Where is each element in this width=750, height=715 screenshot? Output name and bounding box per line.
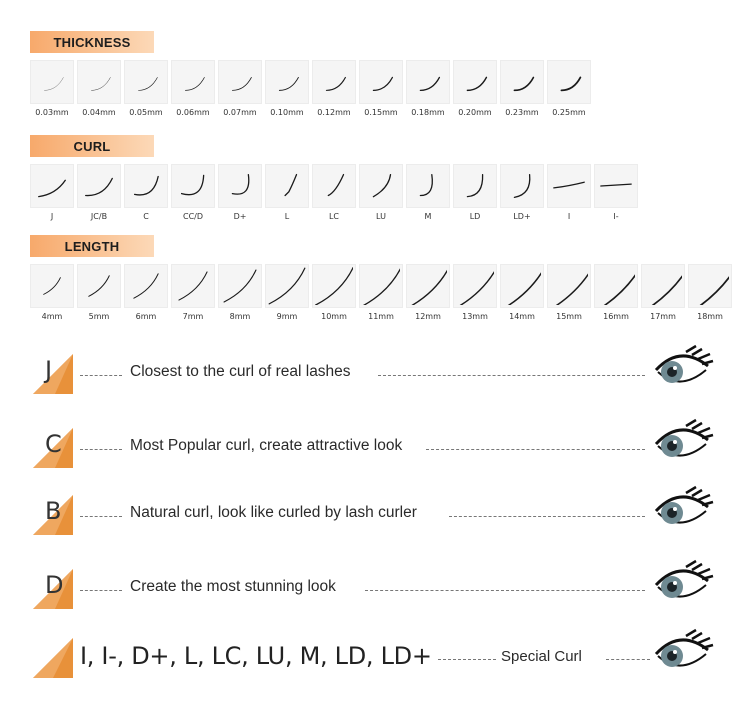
thickness-tile (500, 60, 544, 117)
length-tile (547, 264, 591, 321)
dashed-line (80, 590, 122, 591)
lash-curve-icon (503, 267, 541, 305)
curl-tile-label: M (424, 212, 432, 221)
thickness-tile-image (171, 60, 215, 104)
curl-type-letter: J (45, 356, 53, 384)
thickness-tile-label: 0.03mm (35, 108, 69, 117)
curl-tile-image (359, 164, 403, 208)
special-curl-letters: I, I-, D+, L, LC, LU, M, LD, LD+ (80, 642, 432, 670)
lash-curve-icon (550, 167, 588, 205)
curl-header: CURL (30, 135, 154, 157)
lash-curve-icon (315, 63, 353, 101)
length-tile-label: 4mm (41, 312, 63, 321)
curl-type-letter: B (45, 497, 62, 525)
curl-tile (453, 164, 497, 221)
length-tile (359, 264, 403, 321)
lash-curve-icon (33, 63, 71, 101)
length-tile-image (594, 264, 638, 308)
curl-tile-image (218, 164, 262, 208)
lash-curve-icon (221, 167, 259, 205)
dashed-line (80, 449, 122, 450)
lash-curve-icon (503, 63, 541, 101)
curl-tile (124, 164, 168, 221)
special-curl-row (33, 634, 723, 684)
curl-tile-label: L (284, 212, 290, 221)
thickness-header: THICKNESS (30, 31, 154, 53)
length-tile-image (77, 264, 121, 308)
lash-curve-icon (409, 267, 447, 305)
lash-curve-icon (33, 267, 71, 305)
thickness-tile (218, 60, 262, 117)
lash-curve-icon (409, 63, 447, 101)
curl-type-description: Most Popular curl, create attractive look (130, 437, 403, 454)
length-tile (30, 264, 74, 321)
lash-curve-icon (597, 267, 635, 305)
curl-tile-label: I- (613, 212, 619, 221)
curl-tile-image (500, 164, 544, 208)
curl-tile-row (30, 164, 641, 221)
dashed-line (365, 590, 645, 591)
curl-type-row (33, 350, 723, 400)
thickness-tile-label: 0.20mm (458, 108, 492, 117)
thickness-tile-image (265, 60, 309, 104)
lash-curve-icon (127, 167, 165, 205)
thickness-tile-image (453, 60, 497, 104)
length-tile (77, 264, 121, 321)
length-tile-image (500, 264, 544, 308)
lash-curve-icon (174, 63, 212, 101)
curl-tile-image (312, 164, 356, 208)
lash-curve-icon (174, 267, 212, 305)
curl-tile-image (265, 164, 309, 208)
curl-type-letter: C (45, 430, 62, 458)
lash-curve-icon (268, 63, 306, 101)
curl-type-letter: D (45, 571, 64, 599)
curl-tile-image (30, 164, 74, 208)
thickness-tile-image (312, 60, 356, 104)
lash-curve-icon (268, 167, 306, 205)
eye-icon (650, 485, 714, 533)
curl-tile-label: LD+ (513, 212, 531, 221)
dashed-line (426, 449, 645, 450)
curl-tile (594, 164, 638, 221)
length-tile (265, 264, 309, 321)
length-tile-label: 14mm (509, 312, 535, 321)
thickness-tile-label: 0.07mm (223, 108, 257, 117)
curl-type-row (33, 491, 723, 541)
special-curl-label: Special Curl (501, 648, 582, 665)
eye-icon (650, 418, 714, 466)
eye-icon (650, 628, 714, 676)
curl-tile-image (406, 164, 450, 208)
thickness-tile-image (30, 60, 74, 104)
thickness-tile-label: 0.10mm (270, 108, 304, 117)
curl-tile-image (547, 164, 591, 208)
curl-tile-label: JC/B (90, 212, 108, 221)
length-tile-label: 7mm (182, 312, 204, 321)
curl-tile-image (453, 164, 497, 208)
curl-tile-label: J (50, 212, 54, 221)
lash-curve-icon (503, 167, 541, 205)
length-tile-label: 15mm (556, 312, 582, 321)
thickness-tile-label: 0.06mm (176, 108, 210, 117)
length-tile-image (453, 264, 497, 308)
thickness-tile (124, 60, 168, 117)
thickness-tile-image (406, 60, 450, 104)
thickness-tile (77, 60, 121, 117)
curl-tile (218, 164, 262, 221)
lash-curve-icon (409, 167, 447, 205)
lash-curve-icon (456, 63, 494, 101)
thickness-tile-label: 0.23mm (505, 108, 539, 117)
lash-curve-icon (644, 267, 682, 305)
curl-tile-image (594, 164, 638, 208)
dashed-line (80, 516, 122, 517)
length-tile (594, 264, 638, 321)
curl-tile-image (171, 164, 215, 208)
length-tile-label: 16mm (603, 312, 629, 321)
lash-curve-icon (456, 167, 494, 205)
length-tile-label: 12mm (415, 312, 441, 321)
curl-tile-label: LU (376, 212, 386, 221)
length-tile-image (218, 264, 262, 308)
curl-tile (547, 164, 591, 221)
curl-tile (265, 164, 309, 221)
thickness-tile (547, 60, 591, 117)
thickness-tile-image (500, 60, 544, 104)
thickness-tile (312, 60, 356, 117)
thickness-tile-image (218, 60, 262, 104)
length-tile-image (265, 264, 309, 308)
dashed-line (449, 516, 645, 517)
thickness-tile-label: 0.12mm (317, 108, 351, 117)
length-tile-image (124, 264, 168, 308)
lash-curve-icon (550, 63, 588, 101)
length-tile-label: 8mm (229, 312, 251, 321)
dashed-line (378, 375, 645, 376)
lash-curve-icon (315, 267, 353, 305)
eye-icon (650, 559, 714, 607)
thickness-tile (30, 60, 74, 117)
curl-tile (171, 164, 215, 221)
thickness-tile-image (124, 60, 168, 104)
curl-tile (30, 164, 74, 221)
eye-icon (650, 344, 714, 392)
length-tile-image (312, 264, 356, 308)
curl-tile (500, 164, 544, 221)
thickness-tile-image (77, 60, 121, 104)
thickness-tile (406, 60, 450, 117)
lash-curve-icon (268, 267, 306, 305)
length-tile-image (171, 264, 215, 308)
length-tile-image (359, 264, 403, 308)
thickness-tile-label: 0.15mm (364, 108, 398, 117)
length-tile-label: 10mm (321, 312, 347, 321)
thickness-tile-image (547, 60, 591, 104)
lash-curve-icon (456, 267, 494, 305)
lash-curve-icon (691, 267, 729, 305)
length-tile-label: 17mm (650, 312, 676, 321)
dashed-line (80, 375, 122, 376)
length-tile-label: 13mm (462, 312, 488, 321)
lash-curve-icon (362, 167, 400, 205)
lash-curve-icon (550, 267, 588, 305)
curl-type-description: Create the most stunning look (130, 578, 336, 595)
length-tile (218, 264, 262, 321)
thickness-tile (359, 60, 403, 117)
thickness-tile-label: 0.18mm (411, 108, 445, 117)
curl-tile-image (77, 164, 121, 208)
length-tile-image (641, 264, 685, 308)
thickness-tile (453, 60, 497, 117)
length-tile-label: 18mm (697, 312, 723, 321)
orange-triangle-icon (33, 354, 73, 394)
length-tile (171, 264, 215, 321)
curl-tile-label: I (567, 212, 571, 221)
curl-tile (359, 164, 403, 221)
dashed-line (606, 659, 650, 660)
thickness-row (30, 60, 594, 117)
length-tile-image (30, 264, 74, 308)
lash-curve-icon (80, 167, 118, 205)
curl-tile-image (124, 164, 168, 208)
length-tile-image (688, 264, 732, 308)
curl-type-description: Closest to the curl of real lashes (130, 363, 351, 380)
lash-curve-icon (80, 63, 118, 101)
thickness-tile-image (359, 60, 403, 104)
thickness-tile (265, 60, 309, 117)
curl-tile (77, 164, 121, 221)
length-tile-label: 11mm (368, 312, 394, 321)
curl-type-row (33, 424, 723, 474)
curl-tile-label: LC (328, 212, 340, 221)
dashed-line (438, 659, 496, 660)
curl-tile (406, 164, 450, 221)
thickness-tile-label: 0.25mm (552, 108, 586, 117)
lash-curve-icon (597, 167, 635, 205)
length-tile (124, 264, 168, 321)
lash-curve-icon (80, 267, 118, 305)
length-tile (453, 264, 497, 321)
curl-type-row (33, 565, 723, 615)
length-tile-label: 5mm (88, 312, 110, 321)
thickness-tile-label: 0.04mm (82, 108, 116, 117)
lash-curve-icon (362, 63, 400, 101)
thickness-tile-label: 0.05mm (129, 108, 163, 117)
thickness-tile (171, 60, 215, 117)
curl-tile-label: LD (469, 212, 481, 221)
orange-triangle-icon (33, 638, 73, 678)
curl-tile-label: C (143, 212, 149, 221)
length-tile-label: 9mm (276, 312, 298, 321)
length-header: LENGTH (30, 235, 154, 257)
length-tile (312, 264, 356, 321)
length-row (30, 264, 735, 321)
curl-tile-label: CC/D (182, 212, 204, 221)
lash-curve-icon (127, 63, 165, 101)
lash-curve-icon (33, 167, 71, 205)
curl-type-description: Natural curl, look like curled by lash curler (130, 504, 417, 521)
lash-curve-icon (127, 267, 165, 305)
length-tile (406, 264, 450, 321)
curl-tile-label: D+ (233, 212, 247, 221)
curl-tile (312, 164, 356, 221)
length-tile-image (406, 264, 450, 308)
length-tile-label: 6mm (135, 312, 157, 321)
lash-curve-icon (221, 267, 259, 305)
lash-curve-icon (362, 267, 400, 305)
length-tile (688, 264, 732, 321)
length-tile (641, 264, 685, 321)
length-tile-image (547, 264, 591, 308)
lash-curve-icon (315, 167, 353, 205)
length-tile (500, 264, 544, 321)
lash-curve-icon (174, 167, 212, 205)
lash-curve-icon (221, 63, 259, 101)
